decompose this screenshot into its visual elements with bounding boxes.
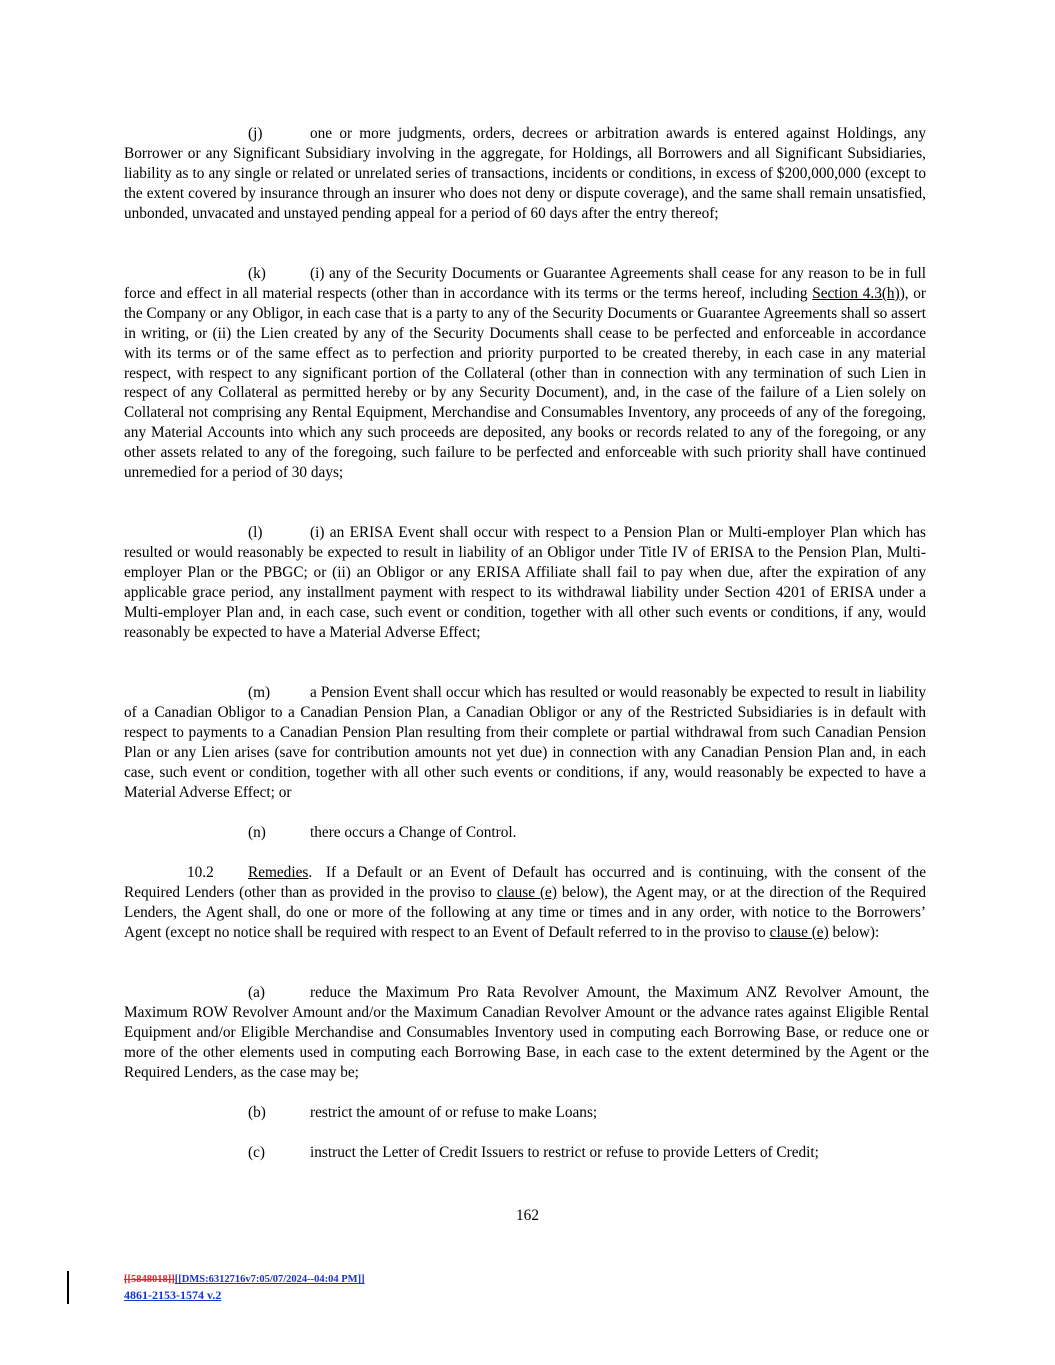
clause-label: (c) xyxy=(248,1144,265,1161)
remedy-c xyxy=(248,1143,819,1163)
footer-document-reference xyxy=(124,1274,365,1285)
clause-text: (i) an ERISA Event shall occur with respect to a Pension Plan or Multi-employer Plan which has resulted or would reasonably be expected to result in liability of an Obligor under Title IV of ERISA to the Pension Plan, Multi-employer Plan or the PBGC; or (ii) an Obligor or any ERISA Affiliate shall fail to pay when due, after the expiration of any applicable grace period, any installment payment with respect to its withdrawal liability under Section 4201 of ERISA under a Multi-employer Plan and, in each case, such event or condition, together with all other such events or conditions, if any, would reasonably be expected to have a Material Adverse Effect; xyxy=(124,524,926,641)
remedy-a xyxy=(124,983,929,1083)
clause-label: (m) xyxy=(248,684,271,701)
clause-text: a Pension Event shall occur which has resulted or would reasonably be expected to result in liability of a Canadian Obligor to a Canadian Pension Plan, a Canadian Obligor or any of the Restricted Subsidiaries is in default with respect to payments to a Canadian Pension Plan resulting from their complete or partial withdrawal from such Canadian Pension Plan or any Lien arises (save for contribution amounts not yet due) in connection with any Canadian Pension Plan and, in each case, such event or condition, together with all other such events or conditions, if any, would reasonably be expected to have a Material Adverse Effect; or xyxy=(124,684,926,801)
clause-text: restrict the amount of or refuse to make Loans; xyxy=(310,1104,598,1121)
clause-label: (j) xyxy=(248,125,263,142)
clause-reference-link[interactable]: clause (e) xyxy=(769,923,829,941)
inserted-reference: [[DMS:6312716v7:05/07/2024--04:04 PM]] xyxy=(174,1274,365,1285)
clause-m xyxy=(124,683,926,802)
clause-label: (l) xyxy=(248,524,263,541)
section-text: below), the Agent may, or at the direction of the Required Lenders, the Agent shall, do one or more of the following at any time or times and in any order, with notice to the Borrowers’ Agent (except no notice shall be required with respect to an Event of Default referred to in the proviso to xyxy=(124,883,926,941)
section-heading: Remedies xyxy=(248,864,309,881)
deleted-reference: [[5848018]] xyxy=(124,1274,175,1285)
section-10-2: 10.2 Remedies. If a Default or an Event of Default has occurred and is continuing, with the consent of the Required Lenders (other than as provided in the proviso to clause (e) below), the Agent may, or at the direction of the Required Lenders, the Agent shall, do one or more of the following at any time or times and in any order, with notice to the Borrowers’ Agent (except no notice shall be required with respect to an Event of Default referred to in the proviso to clause (e) below): xyxy=(124,864,930,941)
clause-text-continued: ), or the Company or any Obligor, in each case that is a party to any of the Security Documents or Guarantee Agreements shall so assert in writing, or (ii) the Lien created by any of the Security Documents shall cease to be perfected and enforceable in accordance with its terms or of the same effect as to perfection and priority purported to be created thereby, in each case in any material respect, with respect to any significant portion of the Collateral (other than in connection with any termination of such Lien in respect of any Collateral as permitted hereby or by any Security Document), and, in the case of the failure of a Lien solely on Collateral not comprising any Rental Equipment, Merchandise and Consumables Inventory, any proceeds of any of the foregoing, any Material Accounts into which any such proceeds are deposited, any books or records related to any of the foregoing, or any other assets related to any of the foregoing, such failure to be perfected and enforceable with such priority shall have continued unremedied for a period of 30 days; xyxy=(124,284,926,482)
clause-text: (i) any of the Security Documents or Guarantee Agreements shall cease for any reason to be in full force and effect in all material respects (other than in accordance with its terms or the terms hereof, including xyxy=(124,265,926,302)
change-bar xyxy=(67,1271,69,1304)
clause-text: reduce the Maximum Pro Rata Revolver Amount, the Maximum ANZ Revolver Amount, the Maximum ROW Revolver Amount and/or the Maximum Canadian Revolver Amount or the advance rates against Eligible Rental Equipment and/or Eligible Merchandise and Consumables Inventory used in computing each Borrowing Base, or reduce one or more of the other elements used in computing each Borrowing Base, in each case to the extent determined by the Agent or the Required Lenders, as the case may be; xyxy=(124,984,929,1081)
clause-text: there occurs a Change of Control. xyxy=(310,824,517,841)
clause-text: one or more judgments, orders, decrees or arbitration awards is entered against Holdings, any Borrower or any Significant Subsidiary involving in the aggregate, for Holdings, all Borrowers and all Significant Subsidiaries, liability as to any single or related or unrelated series of transactions, incidents or conditions, in excess of $200,000,000 (except to the extent covered by insurance through an insurer who does not deny or dispute coverage), and the same shall remain unsatisfied, unbonded, unvacated and unstayed pending appeal for a period of 60 days after the entry thereof; xyxy=(124,125,926,222)
page-number: 162 xyxy=(516,1207,539,1224)
footer-document-id: 4861-2153-1574 v.2 xyxy=(124,1288,222,1302)
clause-text: instruct the Letter of Credit Issuers to restrict or refuse to provide Letters of Credit; xyxy=(310,1144,819,1161)
section-reference-link[interactable]: Section 4.3(h) xyxy=(812,284,900,302)
clause-reference-link[interactable]: clause (e) xyxy=(496,883,557,901)
clause-label: (b) xyxy=(248,1104,266,1121)
clause-n xyxy=(248,823,516,843)
section-text: If a Default or an Event of Default has occurred and is continuing, with the consent of the Required Lenders (other than as provided in the proviso to xyxy=(124,864,930,901)
clause-l xyxy=(124,523,926,642)
remedy-b xyxy=(248,1103,597,1123)
clause-label: (k) xyxy=(248,265,266,282)
clause-k xyxy=(124,264,926,483)
clause-j xyxy=(124,124,926,224)
clause-label: (n) xyxy=(248,824,266,841)
section-text: below): xyxy=(828,923,880,941)
clause-label: (a) xyxy=(248,984,265,1001)
section-number: 10.2 xyxy=(187,864,214,881)
